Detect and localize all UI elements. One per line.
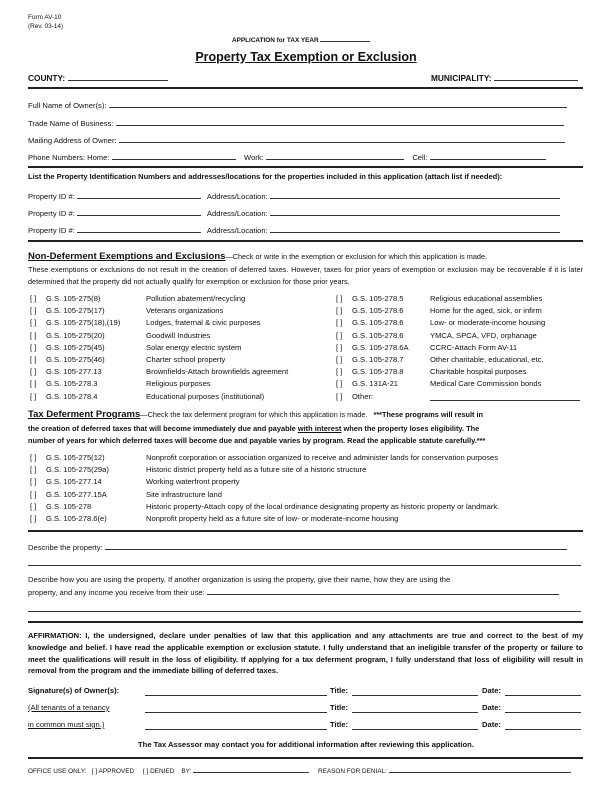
affirmation-text: AFFIRMATION: I, the undersigned, declare under penalties of law that this application and any attachments are true and correct to the best of my knowledge and belief. I have read the applicable exemption or exclusion statute. I fully understand that an ineligible transfer of the property or failure to meet the qualifications will result in the loss of eligibility. If applying for a tax deferment program, I fully understand that loss of eligibility will result in removal from the program and the immediate billing of deferred taxes. — [28, 631, 583, 676]
deferment-header — [28, 409, 583, 420]
signature-input[interactable] — [145, 729, 327, 730]
exemption-checkbox[interactable]: [ ] — [336, 318, 343, 328]
describe-use-input-line2[interactable] — [28, 611, 581, 612]
full-name-row — [28, 99, 567, 110]
property-row — [28, 224, 560, 235]
exemption-description: Medical Care Commission bonds — [430, 379, 542, 389]
property-id-label: Property ID #: — [28, 209, 75, 218]
exemption-checkbox[interactable]: [ ] — [30, 294, 37, 303]
divider — [28, 87, 583, 89]
non-deferment-lead: —Check or write in the exemption or exclusion for which this application is made. — [225, 252, 488, 261]
date-input[interactable] — [505, 695, 581, 696]
statute-code: G.S. 105-275(20) — [46, 330, 105, 340]
exemption-description: Home for the aged, sick, or infirm — [430, 306, 542, 316]
exemption-checkbox[interactable]: [ ] — [336, 367, 343, 377]
county-input[interactable] — [68, 72, 168, 81]
exemption-description: Religious educational assemblies — [430, 294, 543, 303]
exemption-description: Veterans organizations — [146, 306, 224, 316]
by-input[interactable] — [193, 766, 309, 773]
describe-property-row — [28, 541, 567, 552]
exemption-description: Goodwill Industries — [146, 330, 211, 340]
exemption-checkbox[interactable]: [ ] — [336, 355, 343, 364]
county-label: COUNTY: — [28, 73, 66, 83]
statute-code: G.S. 131A-21 — [352, 379, 399, 389]
warning-text: the creation of deferred taxes that will become immediately due and payable — [28, 424, 296, 433]
statute-code: G.S. 105-278.5 — [352, 294, 404, 303]
non-deferment-body: These exemptions or exclusions do not result in the creation of deferred taxes. However, taxes for prior years of exemption or exclusion may be recoverable if it is later determined that the property did not actually qualify for exemption or exclusion for those prior years. — [28, 265, 583, 286]
non-deferment-title: Non-Deferment Exemptions and Exclusions — [28, 251, 226, 262]
exemption-checkbox[interactable]: [ ] — [336, 294, 343, 303]
exemption-description: Solar energy electric system — [146, 342, 242, 352]
property-address-label: Address/Location: — [206, 192, 268, 201]
title-label: Title: — [330, 686, 349, 695]
exemption-description: YMCA, SPCA, VFD, orphanage — [430, 330, 537, 340]
deferment-title: Tax Deferment Programs — [28, 409, 141, 420]
describe-use-text — [28, 574, 583, 586]
statute-code: G.S. 105-278.6 — [352, 318, 404, 328]
statute-code: G.S. 105-275(46) — [46, 355, 105, 364]
divider — [28, 240, 583, 242]
work-phone-input[interactable] — [266, 151, 404, 160]
tax-year-row — [232, 33, 370, 44]
exemption-checkbox[interactable]: [ ] — [30, 342, 37, 352]
municipality-label: MUNICIPALITY: — [431, 73, 492, 83]
exemption-description: Educational purposes (institutional) — [146, 391, 265, 401]
signature-label: Signature(s) of Owner(s): — [28, 686, 120, 695]
deferment-checkbox[interactable]: [ ] — [30, 501, 37, 511]
title-input[interactable] — [352, 695, 478, 696]
assessor-contact-note: The Tax Assessor may contact you for additional information after reviewing this application. — [138, 740, 474, 749]
approved-checkbox[interactable]: [ ] APPROVED — [91, 768, 135, 775]
non-deferment-header — [28, 251, 583, 262]
describe-use-row — [28, 586, 559, 597]
property-row — [28, 190, 560, 201]
exemption-description: Other charitable, educational, etc. — [430, 355, 544, 364]
municipality-row — [431, 72, 578, 83]
deferment-checkbox[interactable]: [ ] — [30, 489, 37, 499]
property-address-input[interactable] — [270, 207, 560, 216]
deferment-description: Historic district property held as a future site of a historic structure — [146, 465, 367, 475]
mailing-address-label: Mailing Address of Owner: — [28, 136, 117, 145]
exemption-checkbox[interactable]: [ ] — [30, 355, 37, 364]
office-use-label: OFFICE USE ONLY: — [28, 768, 87, 775]
other-input[interactable] — [430, 400, 580, 401]
exemption-checkbox[interactable]: [ ] — [336, 306, 343, 316]
deferment-checkbox[interactable]: [ ] — [30, 453, 37, 462]
exemption-checkbox[interactable]: [ ] — [30, 306, 37, 316]
cell-phone-label: Cell: — [412, 153, 428, 162]
statute-code: G.S. 105-278 — [46, 501, 92, 511]
tenancy-note-1: (All tenants of a tenancy — [28, 703, 110, 712]
trade-name-row — [28, 117, 564, 128]
reason-input[interactable] — [389, 766, 571, 773]
office-use-row — [28, 766, 571, 775]
exemption-description: Charitable hospital purposes — [430, 367, 527, 377]
divider — [28, 530, 583, 532]
describe-property-label: Describe the property: — [28, 543, 103, 552]
statute-code: G.S. 105-278.7 — [352, 355, 404, 364]
warning-text: when the property loses eligibility. The — [343, 424, 480, 433]
exemption-description: Pollution abatement/recycling — [146, 294, 246, 303]
mailing-address-input[interactable] — [119, 134, 565, 143]
mailing-address-row — [28, 134, 565, 145]
statute-code: G.S. 105-275(17) — [46, 306, 105, 316]
form-id: Form AV-10 — [28, 14, 62, 21]
tax-year-input[interactable] — [320, 33, 370, 42]
denied-checkbox[interactable]: [ ] DENIED — [142, 768, 175, 775]
property-address-label: Address/Location: — [206, 226, 268, 235]
deferment-lead: —Check the tax deferment program for which this application is made. — [140, 410, 368, 419]
statute-code: G.S. 105-278.8 — [352, 367, 404, 377]
exemption-description: Low- or moderate-income housing — [430, 318, 546, 328]
describe-use-input[interactable] — [207, 586, 559, 595]
tenancy-note-2: in common must sign.) — [28, 720, 105, 729]
statute-code: G.S. 105-278.6(e) — [46, 514, 107, 523]
statute-code: G.S. 105-278.6A — [352, 342, 409, 352]
deferment-warning: ***These programs will result in — [373, 410, 483, 419]
exemption-checkbox[interactable]: [ ] — [30, 330, 37, 340]
exemption-checkbox[interactable]: [ ] — [336, 330, 343, 340]
deferment-checkbox[interactable]: [ ] — [30, 514, 37, 523]
exemption-checkbox[interactable]: [ ] — [336, 342, 343, 352]
signature-input[interactable] — [145, 695, 327, 696]
date-input[interactable] — [505, 712, 581, 713]
full-name-input[interactable] — [109, 99, 567, 108]
deferment-warning-line2 — [28, 423, 583, 435]
work-phone-label: Work: — [244, 153, 264, 162]
home-phone-label: Phone Numbers: Home: — [28, 153, 110, 162]
county-row — [28, 72, 168, 83]
warning-interest: with interest — [297, 424, 342, 433]
statute-code: G.S. 105-275(29a) — [46, 465, 109, 475]
date-label: Date: — [482, 720, 501, 729]
property-address-input[interactable] — [270, 190, 560, 199]
signature-input[interactable] — [145, 712, 327, 713]
property-list-heading: List the Property Identification Numbers and addresses/locations for the properties included in this application (attach list if needed): — [28, 172, 503, 181]
deferment-description: Nonprofit property held as a future site of low- or moderate-income housing — [146, 514, 399, 523]
date-label: Date: — [482, 703, 501, 712]
statute-code: Other: — [352, 391, 374, 401]
property-id-label: Property ID #: — [28, 226, 75, 235]
statute-code: G.S. 105-278.4 — [46, 391, 98, 401]
property-address-label: Address/Location: — [206, 209, 268, 218]
statute-code: G.S. 105-277.15A — [46, 489, 107, 499]
statute-code: G.S. 105-275(12) — [46, 453, 105, 462]
statute-code: G.S. 105-277.13 — [46, 367, 102, 377]
deferment-warning-line3: number of years for which deferred taxes will become due and payable varies by program. Read the applicable statute carefully.*** — [28, 436, 486, 445]
statute-code: G.S. 105-275(8) — [46, 294, 101, 303]
title-input[interactable] — [352, 729, 478, 730]
divider — [28, 757, 583, 759]
date-input[interactable] — [505, 729, 581, 730]
property-id-input[interactable] — [77, 190, 201, 199]
form-title: Property Tax Exemption or Exclusion — [195, 50, 417, 64]
statute-code: G.S. 105-277.14 — [46, 477, 102, 487]
title-input[interactable] — [352, 712, 478, 713]
tax-year-label: APPLICATION for TAX YEAR — [232, 37, 319, 44]
exemption-checkbox[interactable]: [ ] — [30, 379, 37, 389]
date-label: Date: — [482, 686, 501, 695]
deferment-description: Site infrastructure land — [146, 489, 222, 499]
describe-property-input-line2[interactable] — [28, 565, 581, 566]
property-id-input[interactable] — [77, 224, 201, 233]
exemption-checkbox[interactable]: [ ] — [30, 391, 37, 401]
property-id-label: Property ID #: — [28, 192, 75, 201]
exemption-description: Charter school property — [146, 355, 226, 364]
deferment-checkbox[interactable]: [ ] — [30, 477, 37, 487]
phone-row — [28, 151, 546, 162]
municipality-input[interactable] — [494, 72, 578, 81]
exemption-description: CCRC-Attach Form AV-11 — [430, 342, 518, 352]
property-row — [28, 207, 560, 218]
statute-code: G.S. 105-278.3 — [46, 379, 98, 389]
deferment-checkbox[interactable]: [ ] — [30, 465, 37, 475]
trade-name-input[interactable] — [116, 117, 564, 126]
form-revision: (Rev. 03-14) — [28, 23, 64, 30]
deferment-description: Historic property-Attach copy of the local ordinance designating property as historic property or landmark. — [146, 501, 500, 511]
title-label: Title: — [330, 703, 349, 712]
property-id-input[interactable] — [77, 207, 201, 216]
deferment-description: Nonprofit corporation or association organized to receive and administer lands for conservation purposes — [146, 453, 499, 462]
exemption-checkbox[interactable]: [ ] — [30, 318, 37, 328]
reason-label: REASON FOR DENIAL: — [317, 768, 387, 775]
exemption-description: Religious purposes — [146, 379, 211, 389]
exemption-description: Lodges, fraternal & civic purposes — [146, 318, 261, 328]
exemption-description: Brownfields-Attach brownfields agreement — [146, 367, 289, 377]
deferment-description: Working waterfront property — [146, 477, 240, 487]
describe-use-line1: Describe how you are using the property. If another organization is using the property, give their name, how they are using the — [28, 575, 451, 584]
divider — [28, 166, 583, 168]
statute-code: G.S. 105-275(45) — [46, 342, 105, 352]
describe-use-line2: property, and any income you receive from their use: — [28, 588, 205, 597]
exemption-checkbox[interactable]: [ ] — [30, 367, 37, 377]
trade-name-label: Trade Name of Business: — [28, 119, 114, 128]
full-name-label: Full Name of Owner(s): — [28, 101, 107, 110]
cell-phone-input[interactable] — [430, 151, 546, 160]
title-label: Title: — [330, 720, 349, 729]
divider — [28, 621, 583, 623]
statute-code: G.S. 105-278.6 — [352, 306, 404, 316]
exemption-checkbox[interactable]: [ ] — [336, 379, 343, 389]
by-label: BY: — [181, 768, 192, 775]
describe-property-input[interactable] — [105, 541, 567, 550]
statute-code: G.S. 105-275(18),(19) — [46, 318, 121, 328]
statute-code: G.S. 105-278.6 — [352, 330, 404, 340]
exemption-checkbox[interactable]: [ ] — [336, 391, 343, 401]
property-address-input[interactable] — [270, 224, 560, 233]
home-phone-input[interactable] — [112, 151, 236, 160]
